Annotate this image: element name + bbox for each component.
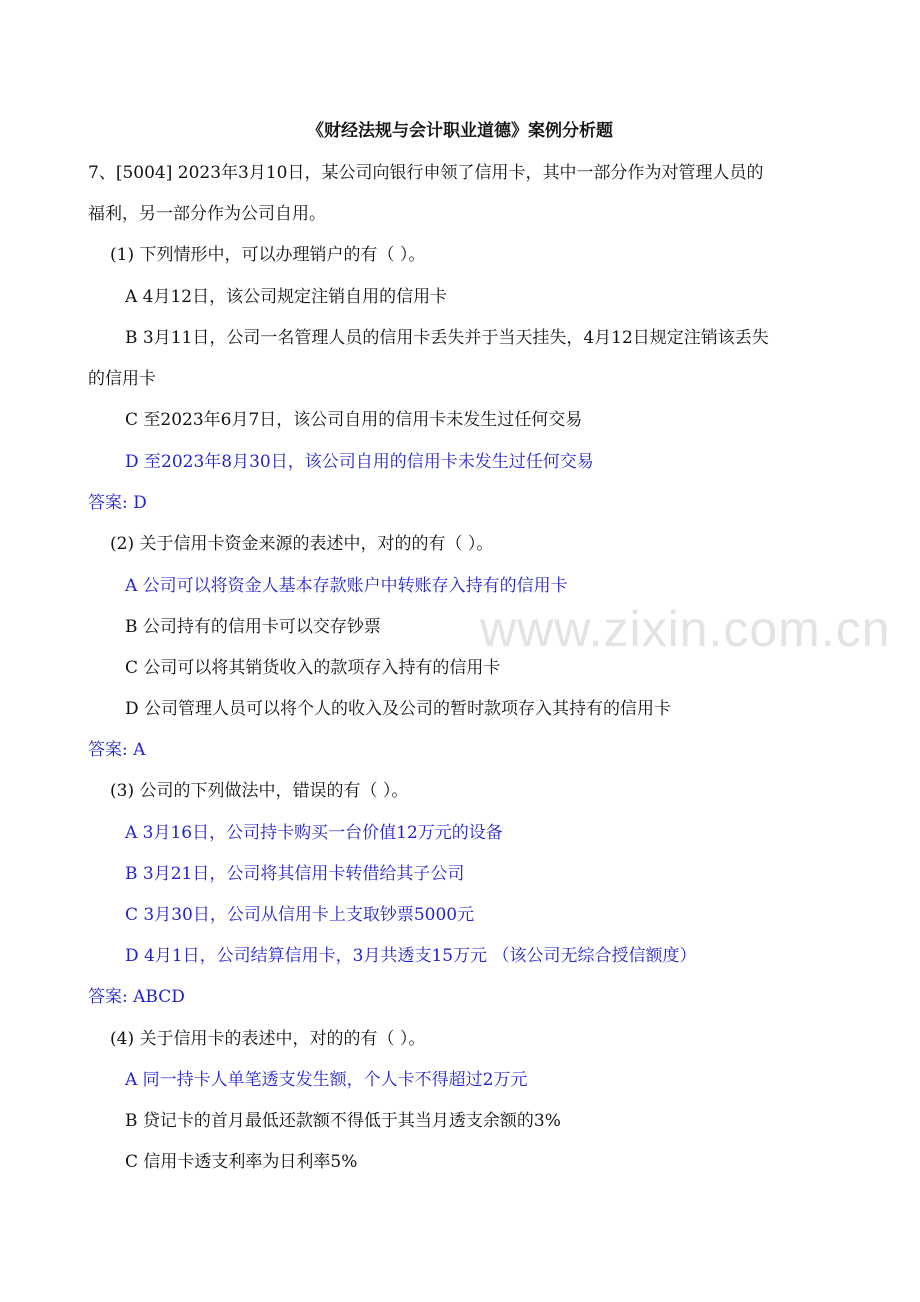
sub3-option-b: B 3月21日，公司将其信用卡转借给其子公司	[125, 864, 465, 884]
sub3-option-a: A 3月16日，公司持卡购买一台价值12万元的设备	[125, 823, 503, 843]
sub1-option-d: D 至2023年8月30日，该公司自用的信用卡未发生过任何交易	[125, 452, 594, 472]
sub4-option-a: A 同一持卡人单笔透支发生额，个人卡不得超过2万元	[125, 1070, 528, 1090]
sub3-prompt: (3) 公司的下列做法中，错误的有（ ）。	[110, 781, 409, 801]
sub3-option-d: D 4月1日，公司结算信用卡，3月共透支15万元 （该公司无综合授信额度）	[125, 946, 697, 966]
question-stem-line1: 7、[5004] 2023年3月10日，某公司向银行申领了信用卡，其中一部分作为对管理人员的	[88, 163, 764, 183]
sub3-answer: 答案: ABCD	[88, 987, 185, 1007]
question-stem-line2: 福利，另一部分作为公司自用。	[88, 204, 326, 224]
sub2-option-c: C 公司可以将其销货收入的款项存入持有的信用卡	[125, 658, 501, 678]
sub1-option-b-line1: B 3月11日，公司一名管理人员的信用卡丢失并于当天挂失，4月12日规定注销该丢失	[125, 328, 769, 348]
document-title: 《财经法规与会计职业道德》案例分析题	[307, 121, 613, 141]
sub2-option-a: A 公司可以将资金人基本存款账户中转账存入持有的信用卡	[125, 576, 568, 596]
sub1-option-a: A 4月12日，该公司规定注销自用的信用卡	[125, 287, 448, 307]
sub3-option-c: C 3月30日，公司从信用卡上支取钞票5000元	[125, 905, 475, 925]
sub1-answer: 答案: D	[88, 493, 147, 513]
sub4-prompt: (4) 关于信用卡的表述中，对的的有（ ）。	[110, 1029, 426, 1049]
sub2-option-b: B 公司持有的信用卡可以交存钞票	[125, 617, 381, 637]
sub2-answer: 答案: A	[88, 740, 146, 760]
sub2-option-d: D 公司管理人员可以将个人的收入及公司的暂时款项存入其持有的信用卡	[125, 699, 672, 719]
sub1-prompt: (1) 下列情形中，可以办理销户的有（ ）。	[110, 245, 426, 265]
sub2-prompt: (2) 关于信用卡资金来源的表述中，对的的有（ ）。	[110, 534, 494, 554]
sub1-option-c: C 至2023年6月7日，该公司自用的信用卡未发生过任何交易	[125, 410, 583, 430]
sub4-option-c: C 信用卡透支利率为日利率5%	[125, 1152, 358, 1172]
watermark: www.zixin.com.cn	[480, 601, 891, 657]
sub4-option-b: B 贷记卡的首月最低还款额不得低于其当月透支余额的3%	[125, 1111, 561, 1131]
sub1-option-b-line2: 的信用卡	[88, 369, 156, 389]
